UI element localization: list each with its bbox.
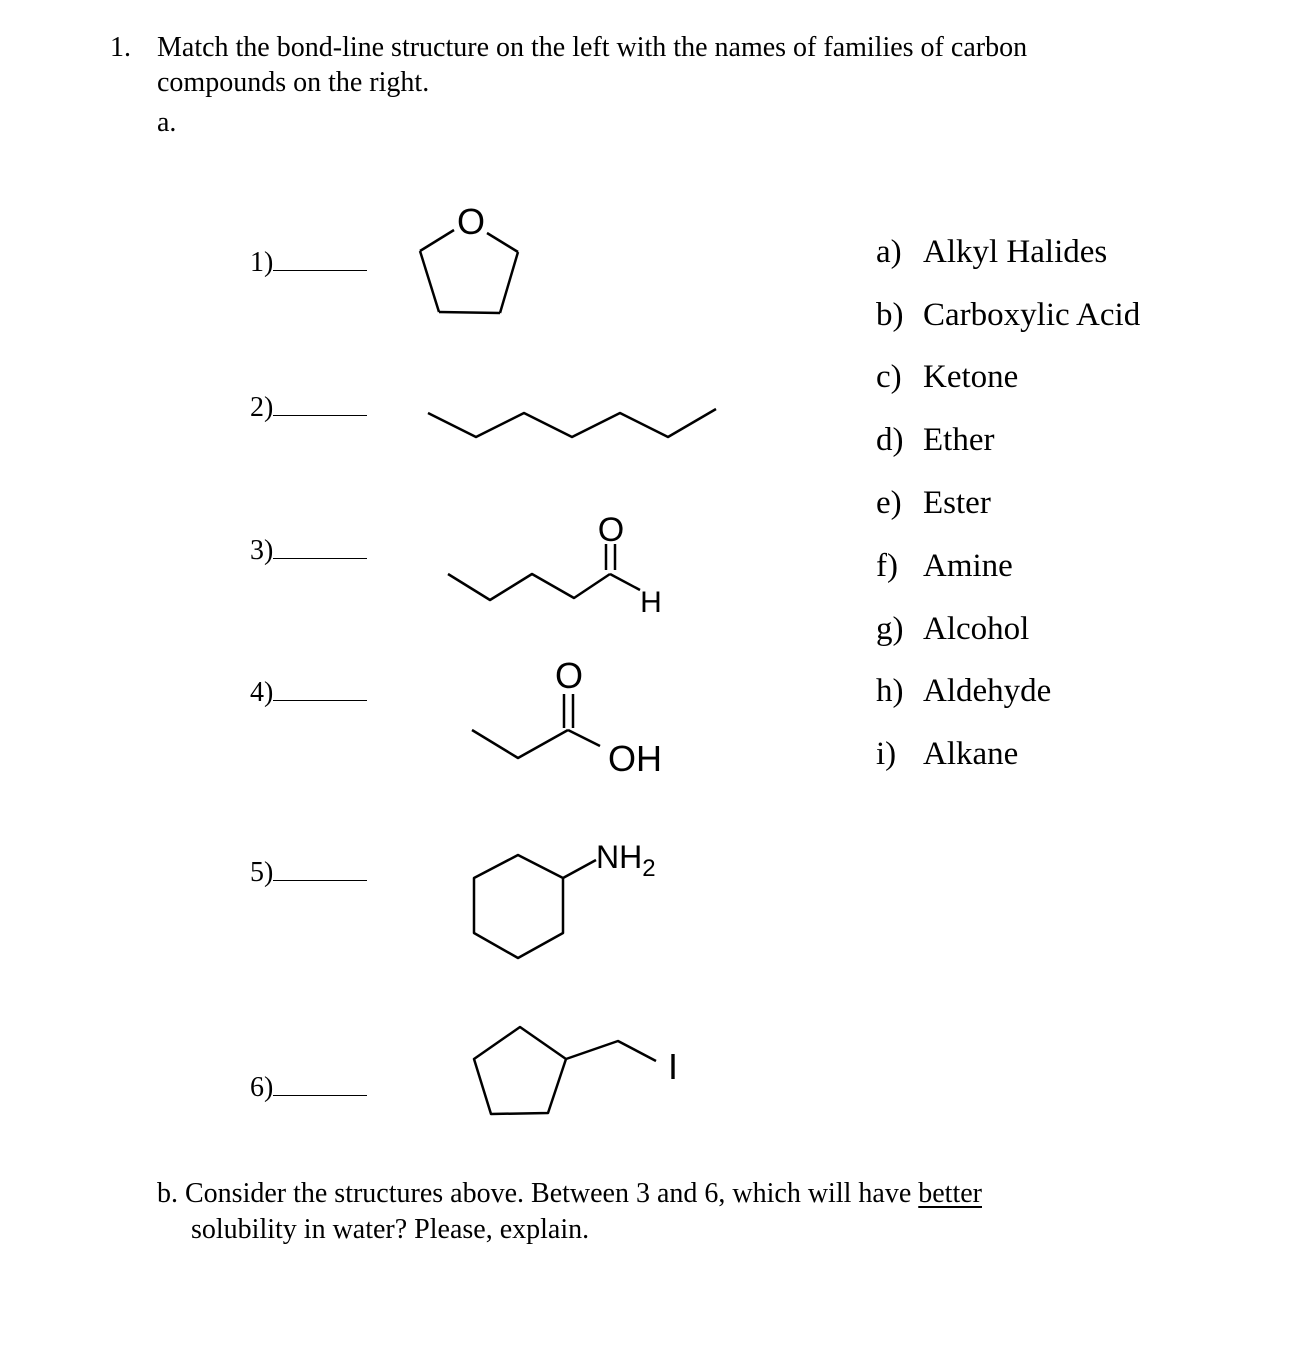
cyclohexane-ring	[474, 855, 563, 958]
bond	[420, 230, 454, 251]
part-b-underlined-word: better	[918, 1178, 982, 1209]
answer-blank-1[interactable]	[250, 247, 367, 279]
side-chain	[566, 1041, 656, 1061]
answer-blank-5[interactable]	[250, 857, 367, 889]
option-b	[876, 295, 1140, 335]
blank-line[interactable]	[273, 678, 367, 701]
option-name: Alkyl Halides	[923, 234, 1108, 270]
question-text-line2: compounds on the right.	[157, 67, 430, 98]
option-g	[876, 609, 1029, 649]
structure-2-hexane	[420, 395, 730, 455]
option-name: Amine	[923, 548, 1013, 584]
blank-line[interactable]	[273, 248, 367, 271]
option-letter: c)	[876, 359, 902, 395]
option-name: Ketone	[923, 359, 1019, 395]
oxygen-label: O	[554, 655, 584, 696]
carbon-chain	[448, 574, 610, 600]
option-i	[876, 734, 1018, 774]
option-letter: i)	[876, 736, 897, 772]
answer-blank-6[interactable]	[250, 1072, 367, 1104]
amine-label: $NH_2$	[596, 839, 656, 882]
iodine-label: I	[667, 1046, 679, 1087]
blank-number: 2)	[250, 392, 274, 423]
blank-number: 6)	[250, 1072, 274, 1103]
blank-number: 5)	[250, 857, 274, 888]
option-c	[876, 357, 1018, 397]
blank-number: 4)	[250, 677, 274, 708]
part-b-text: b. Consider the structures above. Between 3 and 6, which will have	[157, 1178, 919, 1209]
option-name: Alcohol	[923, 611, 1030, 647]
option-letter: d)	[876, 422, 904, 458]
bond-to-oh	[568, 730, 600, 746]
option-d	[876, 420, 994, 460]
option-name: Ester	[923, 485, 991, 521]
option-letter: a)	[876, 234, 902, 270]
question-number: 1.	[110, 32, 131, 63]
answer-blank-3[interactable]	[250, 535, 367, 567]
blank-line[interactable]	[273, 536, 367, 559]
option-letter: f)	[876, 548, 898, 584]
option-f	[876, 546, 1013, 586]
carbon-chain	[472, 730, 568, 758]
answer-blank-2[interactable]	[250, 392, 367, 424]
option-letter: b)	[876, 297, 904, 333]
option-name: Aldehyde	[923, 673, 1052, 709]
structure-5-amine	[460, 830, 680, 970]
structure-1-tetrahydrofuran	[400, 195, 540, 325]
part-b-line1	[157, 1176, 982, 1211]
bond	[500, 252, 518, 313]
oxygen-label: O	[456, 201, 486, 242]
option-letter: g)	[876, 611, 904, 647]
bond	[487, 233, 518, 252]
blank-line[interactable]	[273, 1073, 367, 1096]
option-name: Alkane	[923, 736, 1019, 772]
blank-line[interactable]	[273, 858, 367, 881]
part-b-line2: solubility in water? Please, explain.	[191, 1214, 590, 1245]
bond-to-h	[610, 574, 640, 590]
part-a-label: a.	[157, 107, 177, 138]
blank-line[interactable]	[273, 393, 367, 416]
option-h	[876, 671, 1051, 711]
option-e	[876, 483, 991, 523]
blank-number: 3)	[250, 535, 274, 566]
answer-blank-4[interactable]	[250, 677, 367, 709]
option-name: Ether	[923, 422, 995, 458]
structure-3-aldehyde	[440, 510, 680, 620]
option-letter: h)	[876, 673, 904, 709]
structure-6-alkyl-halide	[460, 1015, 700, 1125]
option-letter: e)	[876, 485, 902, 521]
bond	[420, 251, 439, 312]
option-name: Carboxylic Acid	[923, 297, 1141, 333]
carbon-chain	[428, 409, 716, 437]
bond-to-nh2	[563, 860, 596, 878]
blank-number: 1)	[250, 247, 274, 278]
hydroxyl-label: OH	[608, 738, 662, 779]
oxygen-label: O	[597, 511, 625, 549]
option-a	[876, 232, 1107, 272]
structure-4-carboxylic-acid	[460, 650, 680, 780]
hydrogen-label: H	[640, 586, 662, 619]
cyclopentane-ring	[474, 1027, 566, 1114]
question-text-line1: Match the bond-line structure on the left with the names of families of carbon	[157, 32, 1028, 63]
bond	[439, 312, 500, 313]
